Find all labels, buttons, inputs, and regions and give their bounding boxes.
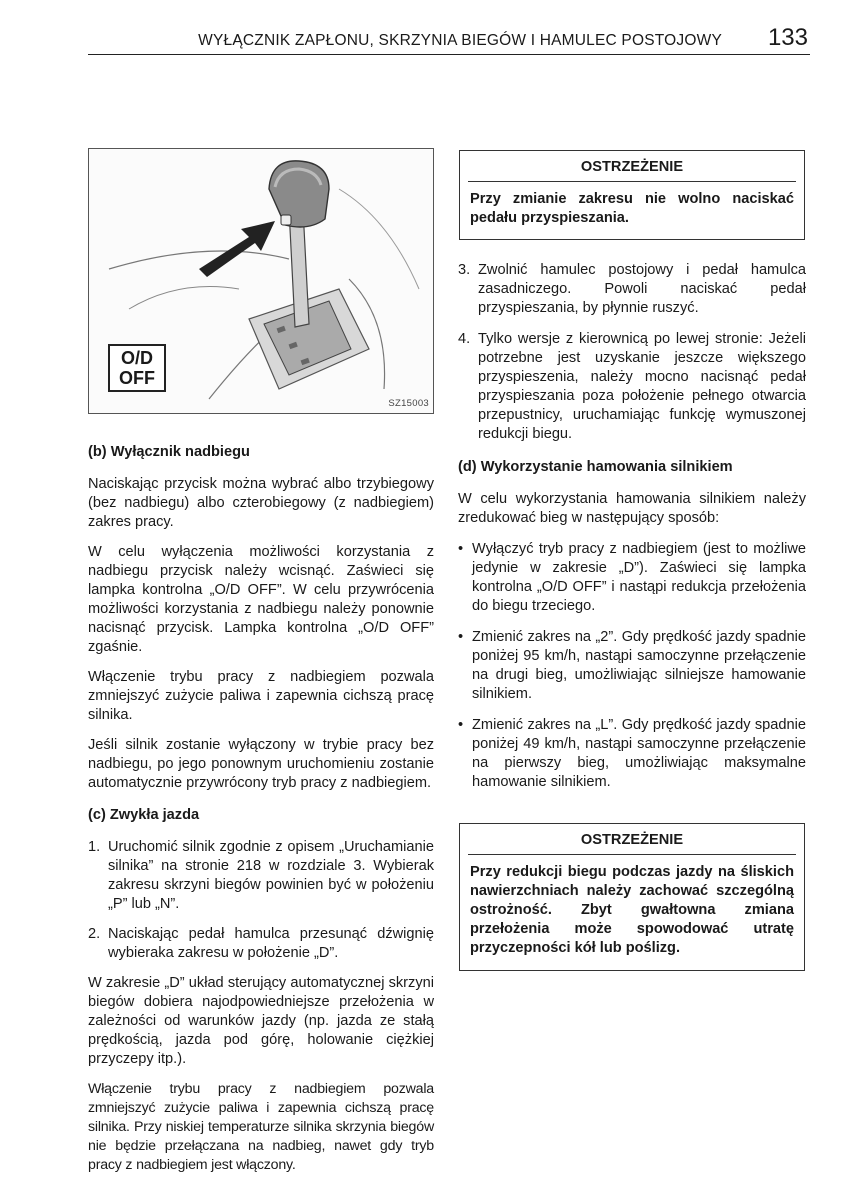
bullet-mark: • xyxy=(458,717,464,733)
section-c-paragraph-1: W zakresie „D” układ sterujący automatycznej skrzyni biegów dobiera najodpowiedniejsze przełożenia w zależności od warunków jazdy (np. jazda ze stałą prędkością, jazda pod górę, holowanie ciężkiej przyczepy itp.). xyxy=(88,975,434,1067)
list-item-number: 3. xyxy=(458,262,471,278)
section-b-heading: (b) Wyłącznik nadbiegu xyxy=(88,444,250,460)
section-b-paragraph-1: Naciskając przycisk można wybrać albo trzybiegowy (bez nadbiegu) albo czterobiegowy (z nadbiegiem) zakres pracy. xyxy=(88,476,434,530)
section-d-heading: (d) Wykorzystanie hamowania silnikiem xyxy=(458,459,733,475)
warning-text: Przy zmianie zakresu nie wolno naciskać pedału przyspieszania. xyxy=(470,191,794,226)
list-item-text: Zwolnić hamulec postojowy i pedał hamulca zasadniczego. Powoli naciskać pedał przyspieszania, by płynnie ruszyć. xyxy=(478,262,806,316)
list-item-number: 2. xyxy=(88,926,101,942)
bullet-mark: • xyxy=(458,629,464,645)
list-item xyxy=(458,540,806,616)
list-item xyxy=(88,925,434,963)
header-title: WYŁĄCZNIK ZAPŁONU, SKRZYNIA BIEGÓW I HAMULEC POSTOJOWY xyxy=(198,32,722,49)
warning-title: OSTRZEŻENIE xyxy=(468,151,796,182)
section-b xyxy=(88,443,434,793)
list-item-text: Wyłączyć tryb pracy z nadbiegiem (jest to możliwe jedynie w zakresie „D”). Zaświeci się lampka kontrolna „O/D OFF” i nastąpi redukcja przełożenia do biegu trzeciego. xyxy=(472,541,806,614)
bullet-mark: • xyxy=(458,541,464,557)
section-b-paragraph-3: Włączenie trybu pracy z nadbiegiem pozwala zmniejszyć zużycie paliwa i zapewnia cichszą pracę silnika. xyxy=(88,669,434,723)
section-b-paragraph-2: W celu wyłączenia możliwości korzystania z nadbiegu przycisk należy wcisnąć. Zaświeci się lampka kontrolna „O/D OFF”. W celu przywrócenia możliwości korzystania z nadbiegu należy ponownie nacisnąć przycisk. Lampka kontrolna „O/D OFF” zgaśnie. xyxy=(88,544,434,655)
list-item-text: Tylko wersje z kierownicą po lewej stronie: Jeżeli potrzebne jest uzyskanie jeszcze większego przyspieszenia, należy mocno nacisnąć pedał przyspieszania poza położenie pełnego otwarcia przepustnicy, uruchamiając funkcję wymuszonej redukcji biegu. xyxy=(478,331,806,442)
od-label: O/D xyxy=(120,348,153,368)
od-off-button-icon xyxy=(108,344,166,392)
section-d xyxy=(458,458,806,792)
section-c-continued xyxy=(458,261,806,444)
section-c-paragraph-2: Włączenie trybu pracy z nadbiegiem pozwala zmniejszyć zużycie paliwa i zapewnia cichszą pracę silnika. Przy niskiej temperaturze silnika skrzynia biegów nie będzie przełączana na nadbieg, nawet gdy tryb pracy z nadbiegiem jest włączony. xyxy=(88,1081,434,1173)
section-c xyxy=(88,806,434,1175)
figure-code: SZ15003 xyxy=(388,398,429,409)
list-item-text: Zmienić zakres na „2”. Gdy prędkość jazdy spadnie poniżej 95 km/h, nastąpi samoczynne przełączenie na drugi bieg, umożliwiając silniejsze hamowanie silnikiem. xyxy=(472,629,806,702)
page-header xyxy=(88,24,810,55)
warning-text: Przy redukcji biegu podczas jazdy na śliskich nawierzchniach należy zachować szczególną ostrożność. Zbyt gwałtowna zmiana przełożenia może spowodować utratę przyczepności kół lub poślizg. xyxy=(470,864,794,956)
list-item-text: Uruchomić silnik zgodnie z opisem „Uruchamianie silnika” na stronie 218 w rozdziale 3. Wybierak zakresu skrzyni biegów powinien być w położeniu „P” lub „N”. xyxy=(108,839,434,912)
list-item xyxy=(458,628,806,704)
page-number: 133 xyxy=(767,24,808,51)
warning-title: OSTRZEŻENIE xyxy=(468,824,796,855)
gear-selector-illustration xyxy=(88,148,434,414)
section-b-paragraph-4: Jeśli silnik zostanie wyłączony w trybie pracy bez nadbiegu, po jego ponownym uruchomieniu zostanie automatycznie przywrócony tryb pracy z nadbiegiem. xyxy=(88,737,434,791)
list-item-number: 4. xyxy=(458,331,471,347)
list-item xyxy=(458,330,806,444)
section-c-heading: (c) Zwykła jazda xyxy=(88,807,200,823)
list-item xyxy=(458,716,806,792)
warning-box-1 xyxy=(459,150,805,240)
section-d-intro: W celu wykorzystania hamowania silnikiem należy zredukować bieg w następujący sposób: xyxy=(458,491,806,526)
off-label: OFF xyxy=(119,368,155,388)
list-item xyxy=(458,261,806,318)
list-item-text: Zmienić zakres na „L”. Gdy prędkość jazdy spadnie poniżej 49 km/h, nastąpi samoczynne przełączenie na pierwszy bieg, umożliwiając maksymalne hamowanie silnikiem. xyxy=(472,717,806,790)
warning-box-2 xyxy=(459,823,805,971)
list-item xyxy=(88,838,434,914)
list-item-number: 1. xyxy=(88,839,101,855)
list-item-text: Naciskając pedał hamulca przesunąć dźwignię wybieraka zakresu w położenie „D”. xyxy=(108,926,434,961)
